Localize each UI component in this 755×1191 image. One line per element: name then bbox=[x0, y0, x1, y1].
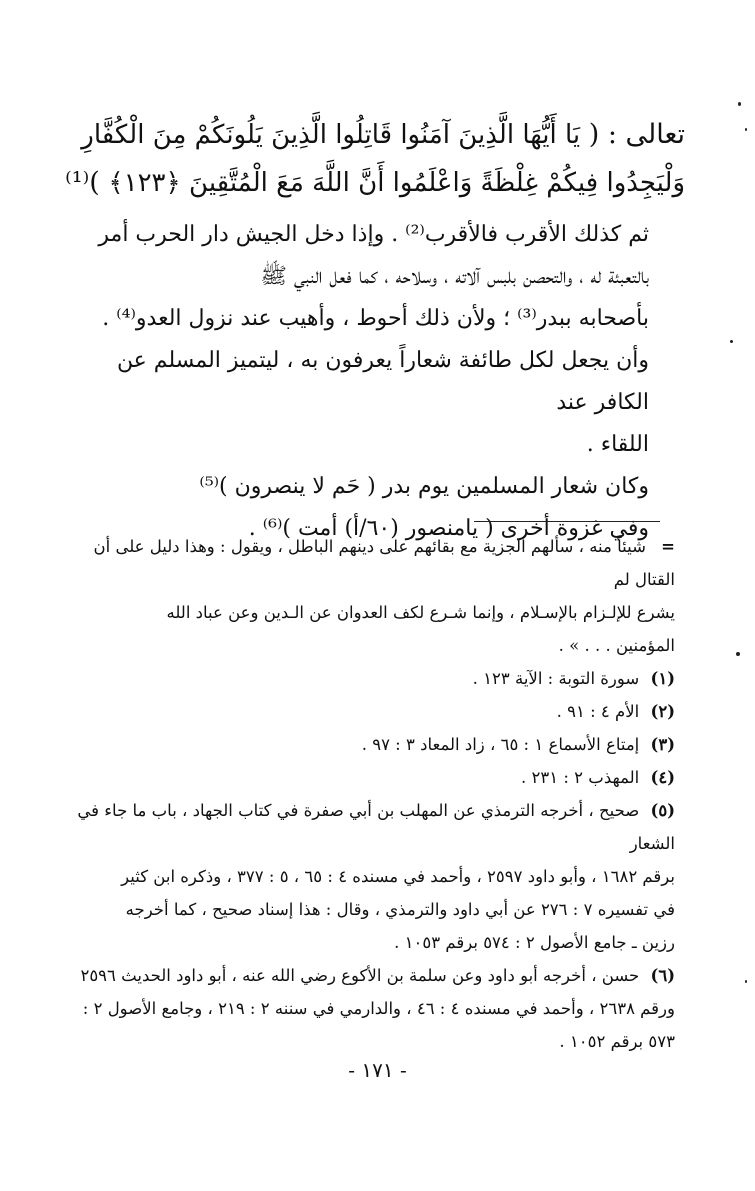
footnote-number: (٦) bbox=[650, 966, 675, 985]
verse-line-1 bbox=[81, 110, 685, 160]
verse-suffix: )⁽¹⁾ bbox=[65, 167, 100, 198]
continuation-mark: = bbox=[661, 537, 675, 556]
body-line: اللقاء . bbox=[586, 432, 649, 457]
footnote-3: (٣) إمتاع الأسماع ١ : ٦٥ ، زاد المعاد ٣ : ٩٧ . bbox=[361, 735, 675, 754]
footnote-continuation-line: المؤمنين . . . » . bbox=[558, 636, 675, 655]
footnote-5: (٥) صحيح ، أخرجه الترمذي عن المهلب بن أبي صفرة في كتاب الجهاد ، باب ما جاء في الشعار bbox=[77, 801, 675, 853]
footnote-6-line: ورقم ٢٦٣٨ ، وأحمد في مسنده ٤ : ٤٦ ، والدارمي في سننه ٢ : ٢١٩ ، وجامع الأصول ٢ : bbox=[82, 999, 675, 1018]
scan-speck bbox=[738, 102, 741, 106]
footnote-number: (٤) bbox=[650, 768, 675, 787]
body-line: ثم كذلك الأقرب فالأقرب⁽²⁾ . وإذا دخل الجيش دار الحرب أمر bbox=[98, 222, 649, 247]
footnote-continuation-line: = شيئاً منه ، سألهم الجزية مع بقائهم على دينهم الباطل ، ويقول : وهذا دليل على أن القتال لم bbox=[93, 537, 675, 589]
quran-text-2: وَلْيَجِدُوا فِيكُمْ غِلْظَةً وَاعْلَمُوا أَنَّ اللَّهَ مَعَ الْمُتَّقِينَ ﴿١٢٣﴾ bbox=[108, 168, 685, 198]
main-text bbox=[89, 214, 649, 550]
footnote-5-line: برقم ١٦٨٢ ، وأبو داود ٢٥٩٧ ، وأحمد في مسنده ٤ : ٦٥ ، ٥ : ٣٧٧ ، وذكره ابن كثير bbox=[121, 867, 675, 886]
footnote-number: (٥) bbox=[650, 801, 675, 820]
scan-speck bbox=[730, 340, 733, 343]
footnote-6: (٦) حسن ، أخرجه أبو داود وعن سلمة بن الأكوع رضي الله عنه ، أبو داود الحديث ٢٥٩٦ bbox=[80, 966, 675, 985]
footnote-4: (٤) المهذب ٢ : ٢٣١ . bbox=[521, 768, 675, 787]
footnote-6-line: ٥٧٣ برقم ١٠٥٢ . bbox=[559, 1032, 675, 1051]
verse-prefix: تعالى : ( bbox=[588, 119, 685, 150]
footnote-number: (٣) bbox=[650, 735, 675, 754]
footnote-separator bbox=[474, 521, 660, 522]
verse-line-2 bbox=[65, 158, 685, 208]
body-line: وفي غزوة أخرى ( يامنصور (٦٠/أ) أمت )⁽⁶⁾ . bbox=[248, 516, 649, 541]
body-line: وكان شعار المسلمين يوم بدر ( حَم لا ينصرون )⁽⁵⁾ bbox=[199, 474, 649, 499]
footnote-5-line: رزين ـ جامع الأصول ٢ : ٥٧٤ برقم ١٠٥٣ . bbox=[394, 933, 675, 952]
footnotes bbox=[65, 530, 675, 1058]
body-line: بالتعبئة له ، والتحصن بلبس آلاته ، وسلاحه ، كما فعل النبي ﷺ bbox=[260, 264, 649, 289]
body-line: وأن يجعل لكل طائفة شعاراً يعرفون به ، ليتميز المسلم عن الكافر عند bbox=[116, 348, 649, 415]
scan-speck bbox=[745, 980, 747, 983]
body-line: بأصحابه ببدر⁽³⁾ ؛ ولأن ذلك أحوط ، وأهيب عند نزول العدو⁽⁴⁾ . bbox=[102, 306, 649, 331]
page-number: - ١٧١ - bbox=[348, 1058, 407, 1082]
quran-text-1: يَا أَيُّهَا الَّذِينَ آمَنُوا قَاتِلُوا الَّذِينَ يَلُونَكُمْ مِنَ الْكُفَّارِ bbox=[81, 120, 581, 150]
footnote-number: (٢) bbox=[650, 702, 675, 721]
footnote-number: (١) bbox=[650, 669, 675, 688]
footnote-5-line: في تفسيره ٧ : ٢٧٦ عن أبي داود والترمذي ، وقال : هذا إسناد صحيح ، كما أخرجه bbox=[125, 900, 675, 919]
scan-speck bbox=[736, 652, 740, 656]
footnote-2: (٢) الأم ٤ : ٩١ . bbox=[556, 702, 675, 721]
scan-speck bbox=[745, 128, 747, 131]
footnote-continuation-line: يشرع للإلـزام بالإسـلام ، وإنما شـرع لكف العدوان عن الـدين وعن عباد الله bbox=[166, 603, 675, 622]
footnote-1: (١) سورة التوبة : الآية ١٢٣ . bbox=[472, 669, 675, 688]
